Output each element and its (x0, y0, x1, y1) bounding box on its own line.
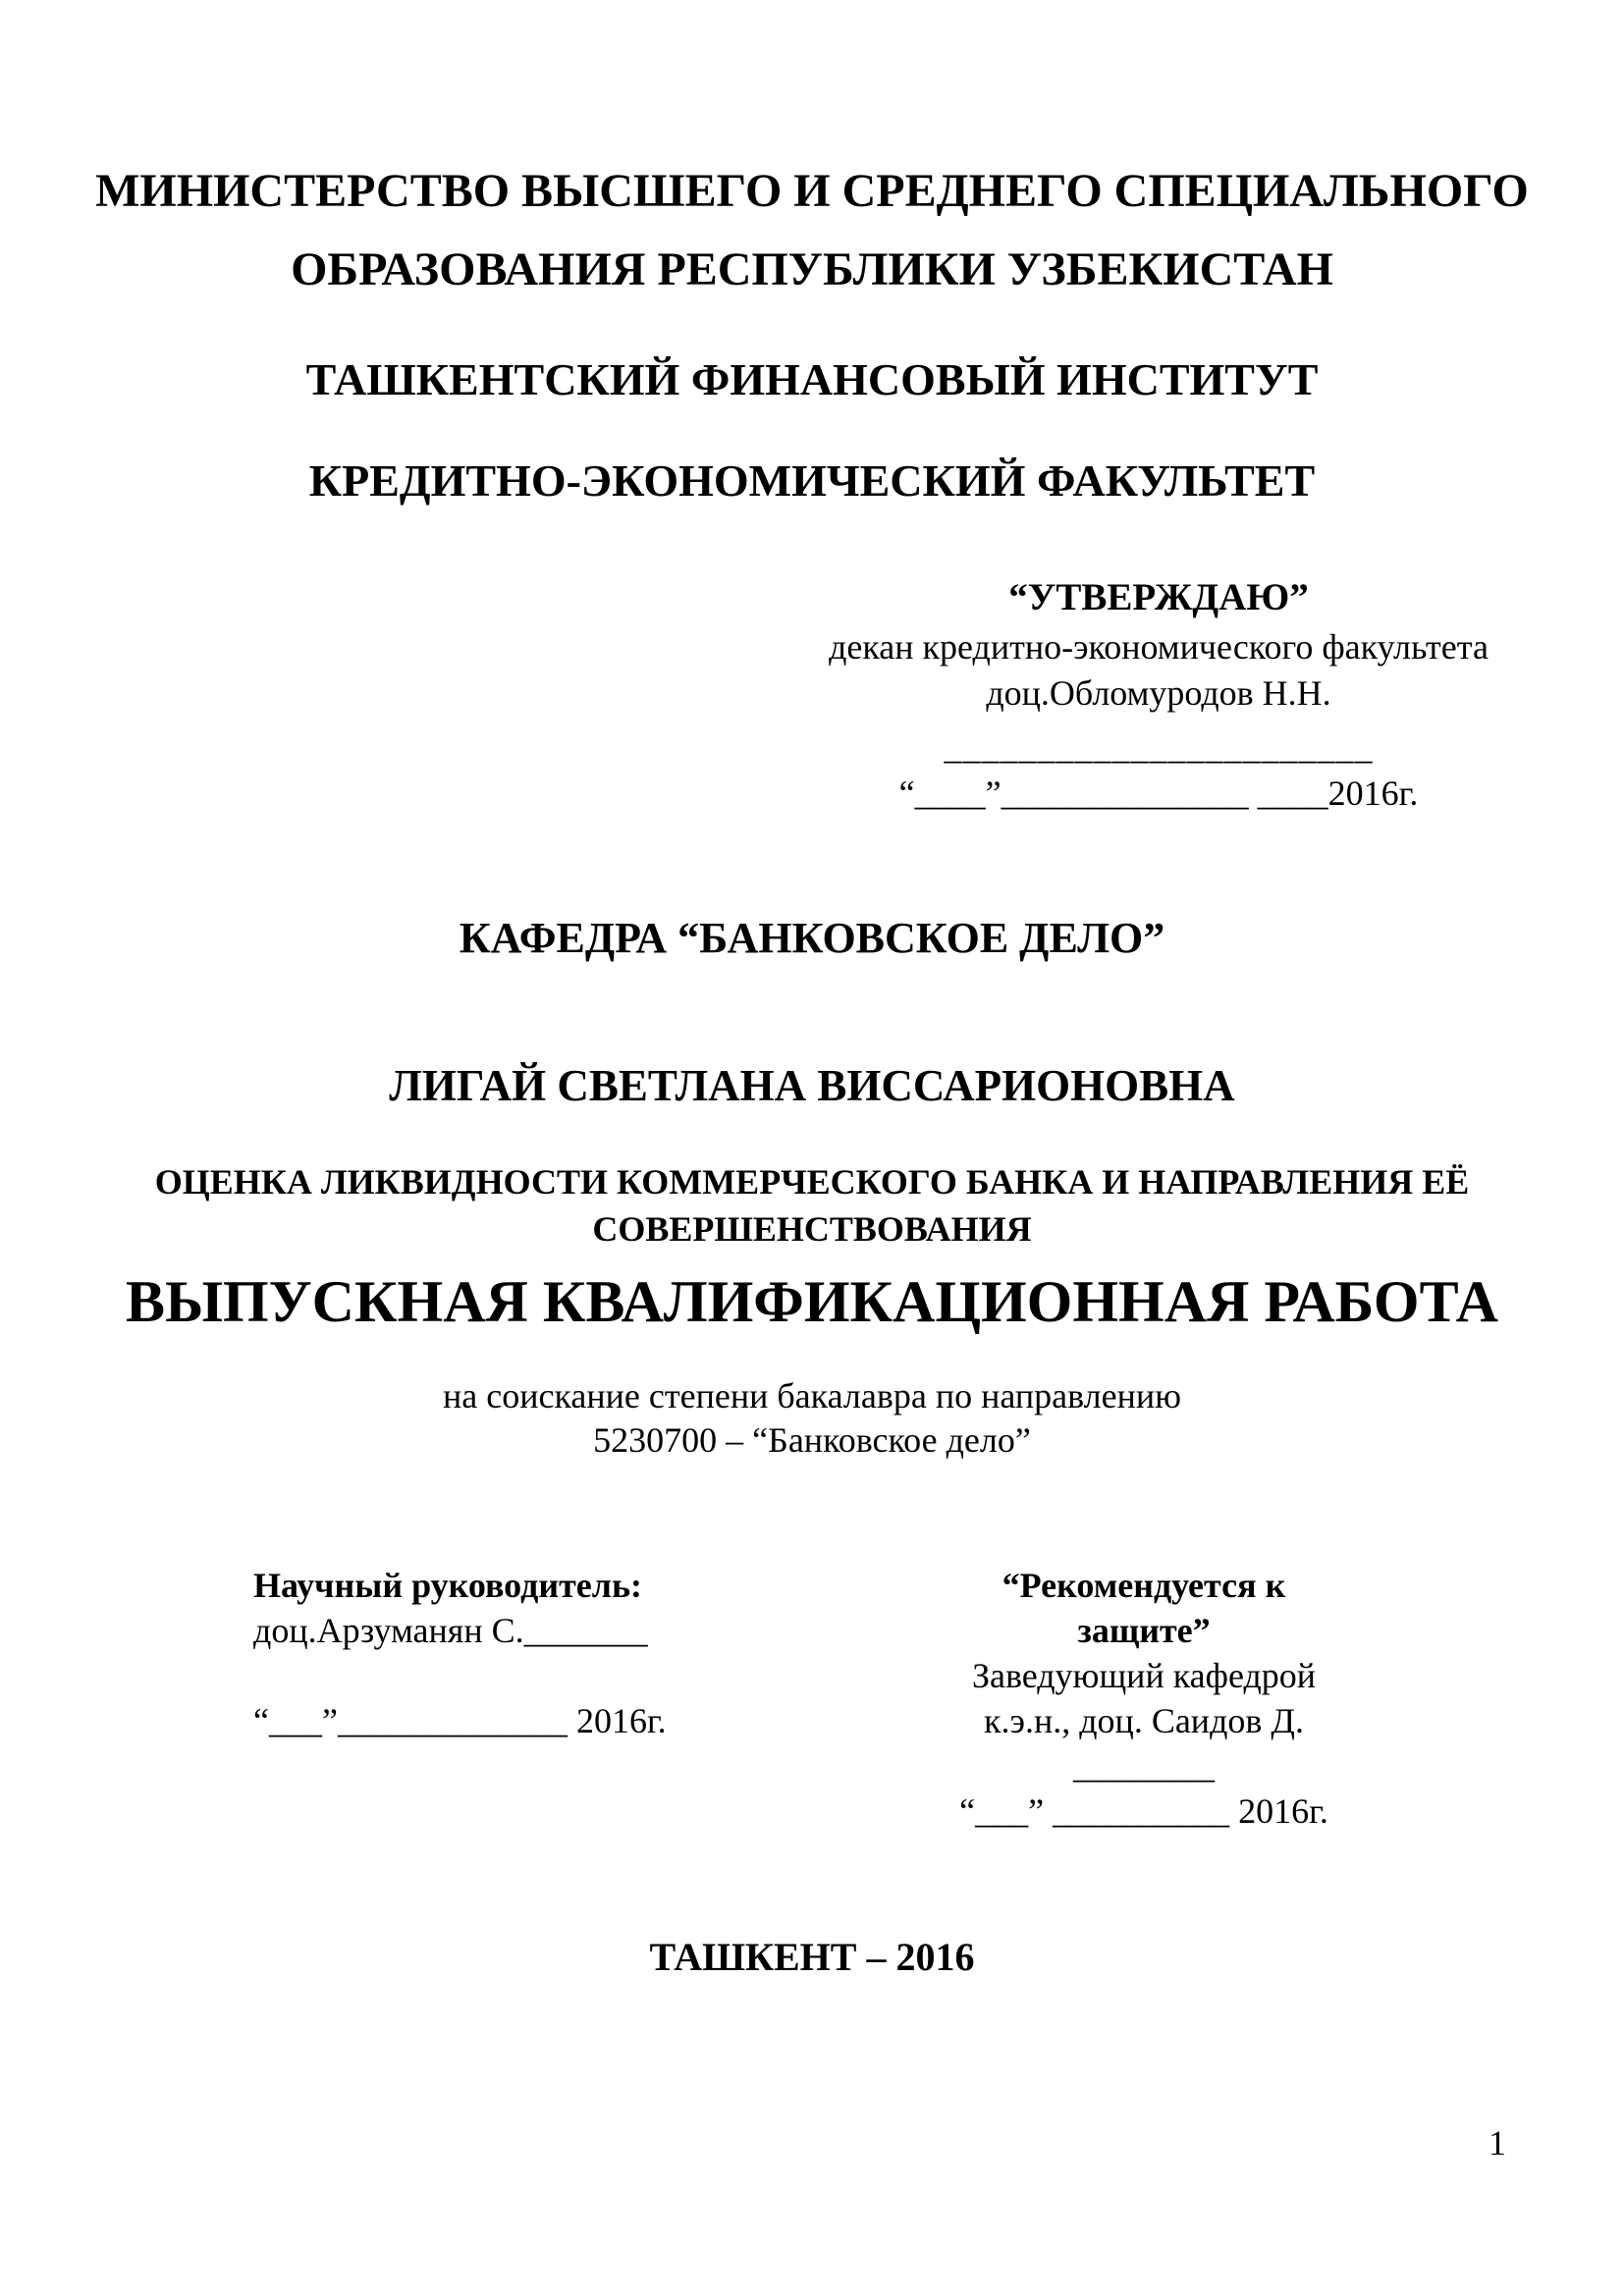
supervisor-header: Научный руководитель: (253, 1566, 642, 1605)
recommendation-date-line: “___” __________ 2016г. (959, 1791, 1328, 1831)
author-name: ЛИГАЙ СВЕТЛАНА ВИССАРИОНОВНА (389, 1061, 1235, 1110)
approval-signature-line: _______________________ (944, 727, 1374, 767)
recommendation-header: “Рекомендуется к защите” (1001, 1566, 1286, 1650)
supervisor-date-line: “___”_____________ 2016г. (253, 1701, 667, 1740)
supervisor-block (253, 1563, 676, 1743)
work-type-title: ВЫПУСКНАЯ КВАЛИФИКАЦИОННАЯ РАБОТА (126, 1269, 1498, 1334)
faculty-name: КРЕДИТНО-ЭКОНОМИЧЕСКИЙ ФАКУЛЬТЕТ (308, 455, 1316, 506)
approval-date-line: “____”______________ ____2016г. (898, 774, 1419, 813)
approval-block (820, 574, 1497, 817)
recommendation-name: к.э.н., доц. Саидов Д. ________ (984, 1701, 1304, 1786)
degree-line-1: на соискание степени бакалавра по направлению (443, 1376, 1181, 1415)
thesis-topic-line-2: СОВЕРШЕНСТВОВАНИЯ (592, 1209, 1032, 1249)
thesis-topic-line-1: ОЦЕНКА ЛИКВИДНОСТИ КОММЕРЧЕСКОГО БАНКА И НАПРАВЛЕНИЯ ЕЁ (154, 1162, 1470, 1201)
approval-title: “УТВЕРЖДАЮ” (1008, 576, 1309, 618)
approval-name: доц.Обломуродов Н.Н. (986, 673, 1331, 713)
approval-role: декан кредитно-экономического факультета (829, 627, 1489, 667)
recommendation-role: Заведующий кафедрой (971, 1656, 1317, 1695)
page-number: 1 (1489, 2123, 1506, 2163)
recommendation-block (943, 1563, 1345, 1834)
ministry-line-1: МИНИСТЕРСТВО ВЫСШЕГО И СРЕДНЕГО СПЕЦИАЛЬНОГО (95, 165, 1529, 217)
ministry-header (0, 152, 1624, 309)
thesis-topic (0, 1158, 1624, 1253)
degree-program (0, 1374, 1624, 1463)
supervisor-name: доц.Арзуманян С._______ (253, 1611, 648, 1650)
city-year: ТАШКЕНТ – 2016 (649, 1935, 975, 1979)
department-title: КАФЕДРА “БАНКОВСКОЕ ДЕЛО” (459, 914, 1165, 962)
ministry-line-2: ОБРАЗОВАНИЯ РЕСПУБЛИКИ УЗБЕКИСТАН (291, 243, 1333, 295)
institute-name: ТАШКЕНТСКИЙ ФИНАНСОВЫЙ ИНСТИТУТ (305, 354, 1319, 404)
degree-line-2: 5230700 – “Банковское дело” (593, 1420, 1031, 1460)
